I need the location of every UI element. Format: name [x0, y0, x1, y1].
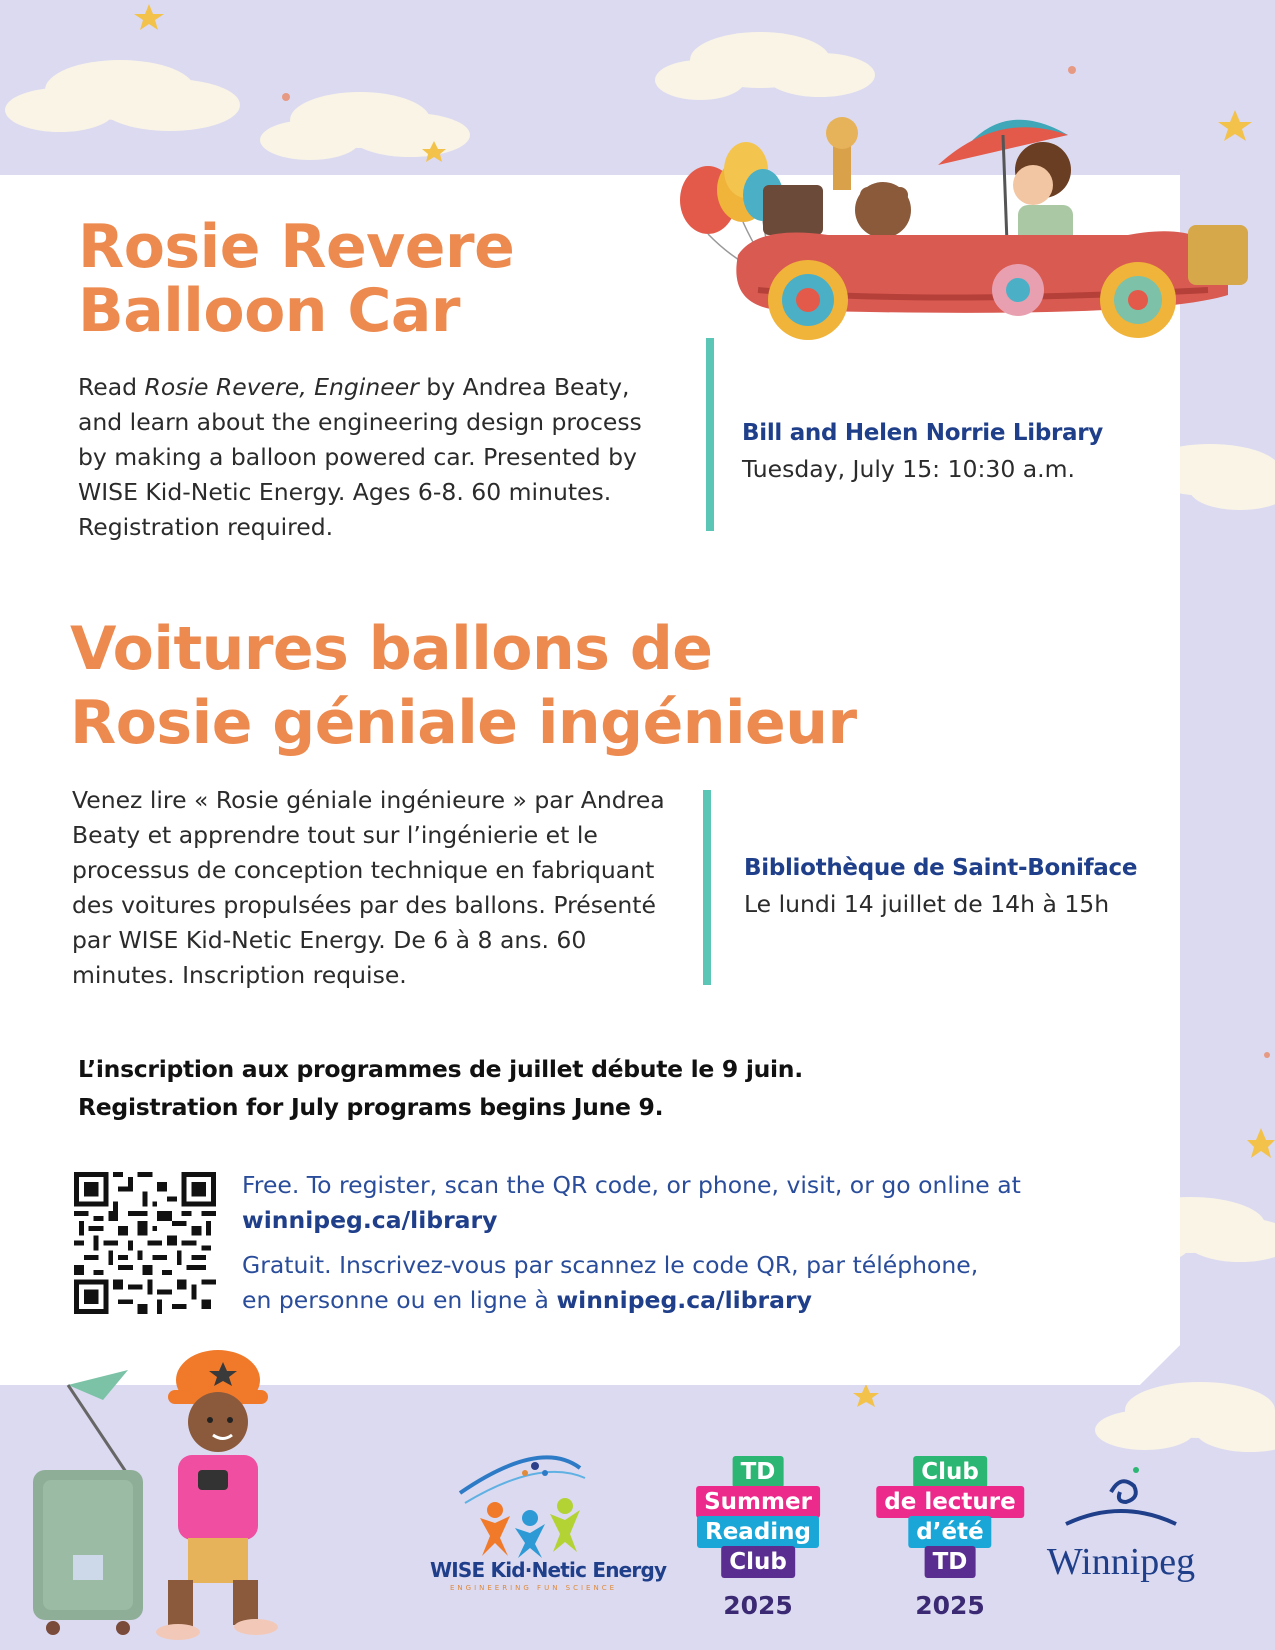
french-location-name: Bibliothèque de Saint-Boniface	[744, 855, 1138, 881]
french-title-line2: Rosie géniale ingénieur	[70, 688, 857, 758]
child-with-suitcase-illustration	[18, 1340, 318, 1640]
star-icon	[853, 1384, 879, 1407]
wise-kid-netic-energy-logo	[420, 1448, 667, 1598]
balloon-car-illustration	[668, 105, 1268, 355]
french-divider	[703, 790, 711, 985]
register-en-text: Free. To register, scan the QR code, or phone, visit, or go online at	[242, 1171, 1021, 1199]
star-icon	[1247, 1128, 1275, 1158]
td-fr-line1: Club	[913, 1456, 987, 1488]
english-description	[78, 370, 678, 545]
registration-fr: L’inscription aux programmes de juillet débute le 9 juin.	[78, 1055, 803, 1083]
english-location-name: Bill and Helen Norrie Library	[742, 420, 1103, 446]
td-en-line4: Club	[721, 1546, 795, 1578]
english-title	[78, 212, 515, 346]
cloud-icon	[1095, 1382, 1275, 1452]
qr-code-icon[interactable]	[74, 1172, 216, 1314]
star-icon	[422, 141, 446, 162]
cloud-icon	[5, 60, 240, 132]
register-fr-text: Gratuit. Inscrivez-vous par scannez le code QR, par téléphone,	[242, 1251, 979, 1279]
french-description: Venez lire « Rosie géniale ingénieure » par Andrea Beaty et apprendre tout sur l’ingénierie et le processus de conception technique en fabriquant des voitures propulsées par des ballons. Présenté par WISE Kid-Netic Energy. De 6 à 8 ans. 60 minutes. Inscription requise.	[72, 786, 665, 989]
cloud-icon	[655, 32, 875, 100]
french-title	[70, 612, 857, 760]
english-desc-pre: Read	[78, 373, 145, 401]
french-datetime: Le lundi 14 juillet de 14h à 15h	[744, 890, 1110, 918]
registration-notice	[78, 1050, 803, 1126]
td-fr-line2: de lecture	[876, 1486, 1024, 1518]
wise-logo-tagline: ENGINEERING FUN SCIENCE	[450, 1584, 618, 1592]
winnipeg-wordmark: Winnipeg	[1046, 1541, 1196, 1583]
english-title-line1: Rosie Revere	[78, 212, 515, 282]
english-title-line2: Balloon Car	[78, 276, 461, 346]
winnipeg-logo	[1036, 1462, 1206, 1592]
td-en-year: 2025	[723, 1591, 793, 1620]
french-title-line1: Voitures ballons de	[70, 614, 713, 684]
register-fr-link[interactable]: winnipeg.ca/library	[556, 1286, 812, 1314]
wise-figures-icon	[420, 1448, 650, 1558]
english-datetime: Tuesday, July 15: 10:30 a.m.	[742, 455, 1075, 483]
book-title: Rosie Revere, Engineer	[144, 373, 419, 401]
wise-logo-name: WISE Kid·Netic Energy	[430, 1558, 667, 1582]
cloud-icon	[260, 92, 470, 160]
winnipeg-emblem-icon	[1036, 1462, 1206, 1542]
english-desc-post: by Andrea Beaty, and learn about the engineering design process by making a balloon powered car. Presented by WISE Kid-Netic Energy. Ages 6-8. 60 minutes. Registration required.	[78, 373, 642, 541]
registration-en: Registration for July programs begins June 9.	[78, 1093, 664, 1121]
td-en-line3: Reading	[697, 1516, 819, 1548]
td-club-de-lecture-logo	[865, 1456, 1035, 1618]
td-summer-reading-club-logo	[673, 1456, 843, 1618]
td-fr-line3: d’été	[908, 1516, 991, 1548]
register-instructions	[242, 1168, 1021, 1318]
register-fr-text2: en personne ou en ligne à	[242, 1286, 557, 1314]
td-en-line2: Summer	[696, 1486, 820, 1518]
french-location-block	[744, 850, 1137, 922]
english-location-block	[742, 415, 1103, 487]
english-divider	[706, 338, 714, 531]
star-icon	[134, 4, 164, 30]
register-en-link[interactable]: winnipeg.ca/library	[242, 1206, 498, 1234]
td-fr-year: 2025	[915, 1591, 985, 1620]
td-en-line1: TD	[733, 1456, 784, 1488]
td-fr-line4: TD	[925, 1546, 976, 1578]
